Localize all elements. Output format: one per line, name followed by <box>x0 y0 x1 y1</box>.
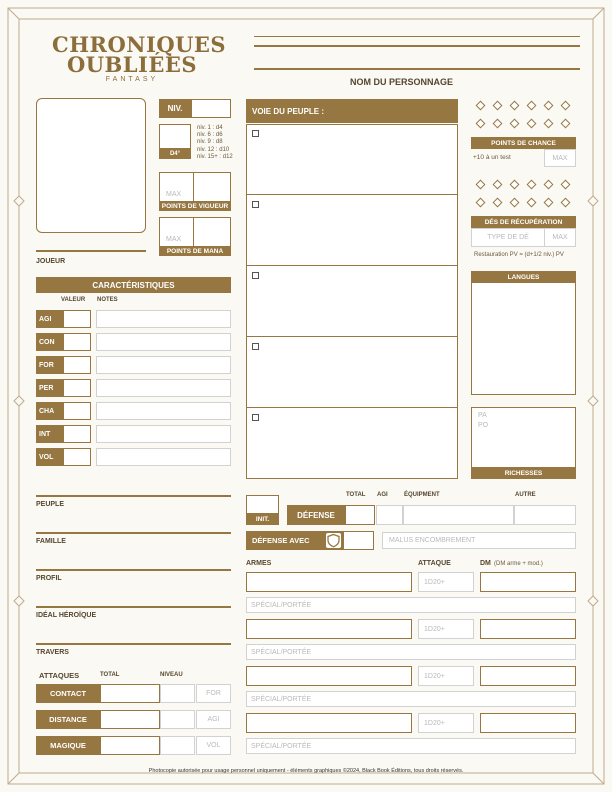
characteristic-notes-per[interactable] <box>96 379 231 397</box>
malus-input[interactable]: MALUS ENCOMBREMENT <box>382 532 576 549</box>
character-name-label: NOM DU PERSONNAGE <box>350 77 454 87</box>
languages-box[interactable] <box>471 283 576 395</box>
attack-label-magique: MAGIQUE <box>36 736 100 755</box>
dice-scale-3: niv. 9 : d8 <box>197 139 223 146</box>
characteristic-value-per[interactable] <box>63 379 91 397</box>
recovery-max-input[interactable]: MAX <box>544 228 576 247</box>
wealth-po-label: PO <box>478 422 489 429</box>
defense-total-header: TOTAL <box>346 492 366 498</box>
vigor-max-placeholder: MAX <box>166 191 182 198</box>
luck-title: POINTS DE CHANCE <box>471 137 576 149</box>
people-path-checkbox-1[interactable] <box>252 130 259 137</box>
characteristic-label-agi: AGI <box>36 310 63 328</box>
defense-total-input[interactable] <box>345 505 375 525</box>
identity-line-3[interactable] <box>36 606 231 608</box>
identity-line-0[interactable] <box>36 495 231 497</box>
attack-label-contact: CONTACT <box>36 684 100 703</box>
weapon-attack-input-3[interactable]: 1D20+ <box>418 666 474 686</box>
defense-agi-input[interactable] <box>376 505 403 525</box>
identity-label-1: FAMILLE <box>36 538 66 545</box>
characteristic-label-cha: CHA <box>36 402 63 420</box>
characteristic-notes-cha[interactable] <box>96 402 231 420</box>
characteristic-notes-vol[interactable] <box>96 448 231 466</box>
characteristic-value-for[interactable] <box>63 356 91 374</box>
defense-agi-header: AGI <box>377 492 388 498</box>
characteristic-notes-int[interactable] <box>96 425 231 443</box>
identity-label-3: IDÉAL HÉROÏQUE <box>36 612 97 619</box>
vigor-label: POINTS DE VIGUEUR <box>159 201 231 211</box>
characteristic-label-per: PER <box>36 379 63 397</box>
weapon-attack-input-1[interactable]: 1D20+ <box>418 572 474 592</box>
weapon-special-input-1[interactable]: SPÉCIAL/PORTÉE <box>246 597 576 613</box>
vigor-current-input[interactable] <box>193 172 231 202</box>
identity-label-0: PEUPLE <box>36 501 65 508</box>
dm-header: DM <box>480 560 491 567</box>
level-input[interactable] <box>191 99 231 118</box>
weapon-name-input-1[interactable] <box>246 572 412 592</box>
attack-header: ATTAQUE <box>418 560 451 567</box>
languages-title: LANGUES <box>471 271 576 283</box>
recovery-die-type-input[interactable]: TYPE DE DÉ <box>471 228 545 247</box>
shield-icon-bg <box>326 533 341 548</box>
weapon-name-input-4[interactable] <box>246 713 412 733</box>
defense-equipment-header: ÉQUIPMENT <box>404 492 440 498</box>
people-path-slot-3[interactable] <box>246 266 458 337</box>
weapon-name-input-2[interactable] <box>246 619 412 639</box>
weapon-attack-input-2[interactable]: 1D20+ <box>418 619 474 639</box>
defense-other-input[interactable] <box>514 505 576 525</box>
dm-note: (DM arme + mod.) <box>494 561 543 567</box>
characteristic-label-con: CON <box>36 333 63 351</box>
footer-copyright: Photocopie autorisée pour usage personnel uniquement - éléments graphiques ©2024, Black Book Éditions, tous droits réservés. <box>148 768 464 774</box>
characteristics-notes-header: NOTES <box>97 297 118 303</box>
weapon-damage-input-4[interactable] <box>480 713 576 733</box>
defense-other-header: AUTRE <box>515 492 536 498</box>
characteristic-value-int[interactable] <box>63 425 91 443</box>
characteristics-title: CARACTÉRISTIQUES <box>36 277 231 293</box>
luck-max-input[interactable]: MAX <box>544 149 576 167</box>
logo-subtitle: FANTASY <box>105 76 159 83</box>
player-label: JOUEUR <box>36 258 66 265</box>
shield-icon <box>326 533 341 548</box>
logo-title-line2: OUBLIÉES <box>66 52 198 77</box>
initiative-input[interactable] <box>246 495 279 514</box>
defense-equipment-input[interactable] <box>403 505 514 525</box>
player-line[interactable] <box>36 250 146 252</box>
people-path-slot-1[interactable] <box>246 124 458 195</box>
attacks-total-header: TOTAL <box>100 672 120 678</box>
mana-label: POINTS DE MANA <box>159 246 231 256</box>
dice-scale-4: niv. 12 : d10 <box>197 146 230 153</box>
characteristics-value-header: VALEUR <box>61 297 86 303</box>
attack-total-distance[interactable] <box>100 710 160 729</box>
hit-die-input[interactable] <box>159 124 191 149</box>
weapon-special-input-3[interactable]: SPÉCIAL/PORTÉE <box>246 691 576 707</box>
dice-scale-1: niv. 1 : d4 <box>197 125 223 131</box>
characteristic-label-for: FOR <box>36 356 63 374</box>
weapon-attack-input-4[interactable]: 1D20+ <box>418 713 474 733</box>
initiative-label: INIT. <box>246 513 279 525</box>
weapon-damage-input-2[interactable] <box>480 619 576 639</box>
identity-line-2[interactable] <box>36 569 231 571</box>
attack-total-magique[interactable] <box>100 736 160 755</box>
attack-level-distance[interactable] <box>160 710 195 729</box>
identity-label-2: PROFIL <box>36 575 62 582</box>
recovery-note: Restauration PV = (d+1/2 niv.) PV <box>474 252 564 258</box>
dice-scale <box>197 125 233 161</box>
mana-current-input[interactable] <box>193 217 231 247</box>
level-label: NIV. <box>159 99 191 118</box>
identity-line-1[interactable] <box>36 532 231 534</box>
defense-with-input[interactable] <box>343 531 374 550</box>
people-path-checkbox-4[interactable] <box>252 343 259 350</box>
characteristic-notes-for[interactable] <box>96 356 231 374</box>
people-path-checkbox-3[interactable] <box>252 272 259 279</box>
characteristic-value-cha[interactable] <box>63 402 91 420</box>
name-line-top <box>254 45 580 47</box>
characteristic-value-con[interactable] <box>63 333 91 351</box>
attacks-level-header: NIVEAU <box>160 672 183 678</box>
dice-scale-5: niv. 15+ : d12 <box>197 153 233 160</box>
weapon-damage-input-3[interactable] <box>480 666 576 686</box>
mana-max-placeholder: MAX <box>166 236 182 243</box>
characteristic-notes-con[interactable] <box>96 333 231 351</box>
logo <box>52 32 227 83</box>
weapons-header: ARMES <box>246 560 272 567</box>
attack-level-magique[interactable] <box>160 736 195 755</box>
name-ornament-line <box>254 36 580 37</box>
wealth-title: RICHESSES <box>471 467 576 479</box>
weapon-damage-input-1[interactable] <box>480 572 576 592</box>
defense-with-label: DÉFENSE AVEC <box>246 531 343 550</box>
attack-total-contact[interactable] <box>100 684 160 703</box>
people-path-checkbox-2[interactable] <box>252 201 259 208</box>
attack-stat-magique: VOL <box>196 736 231 755</box>
attack-stat-contact: FOR <box>196 684 231 703</box>
people-path-title: VOIE DU PEUPLE : <box>246 99 458 123</box>
characteristic-notes-agi[interactable] <box>96 310 231 328</box>
attack-label-distance: DISTANCE <box>36 710 100 729</box>
logo-title-line1: CHRONIQUES <box>52 32 227 57</box>
characteristic-label-int: INT <box>36 425 63 443</box>
people-path-slot-4[interactable] <box>246 337 458 408</box>
characteristic-label-vol: VOL <box>36 448 63 466</box>
people-path-checkbox-5[interactable] <box>252 414 259 421</box>
hit-die-label: D4° <box>159 149 191 159</box>
characteristic-value-agi[interactable] <box>63 310 91 328</box>
weapon-special-input-4[interactable]: SPÉCIAL/PORTÉE <box>246 738 576 754</box>
luck-note: +10 à un test <box>473 154 511 161</box>
wealth-pa-label: PA <box>478 412 487 419</box>
attack-level-contact[interactable] <box>160 684 195 703</box>
recovery-title: DÉS DE RÉCUPÉRATION <box>471 216 576 228</box>
attack-stat-distance: AGI <box>196 710 231 729</box>
dice-scale-2: niv. 6 : d6 <box>197 132 223 139</box>
defense-label: DÉFENSE <box>287 505 345 525</box>
identity-line-4[interactable] <box>36 643 231 645</box>
portrait-box[interactable] <box>36 98 146 233</box>
people-path-slot-5[interactable] <box>246 408 458 479</box>
people-path-slot-2[interactable] <box>246 195 458 266</box>
weapon-special-input-2[interactable]: SPÉCIAL/PORTÉE <box>246 644 576 660</box>
characteristic-value-vol[interactable] <box>63 448 91 466</box>
weapon-name-input-3[interactable] <box>246 666 412 686</box>
attacks-title: ATTAQUES <box>39 671 80 680</box>
name-line[interactable] <box>254 68 580 70</box>
identity-label-4: TRAVERS <box>36 649 69 656</box>
